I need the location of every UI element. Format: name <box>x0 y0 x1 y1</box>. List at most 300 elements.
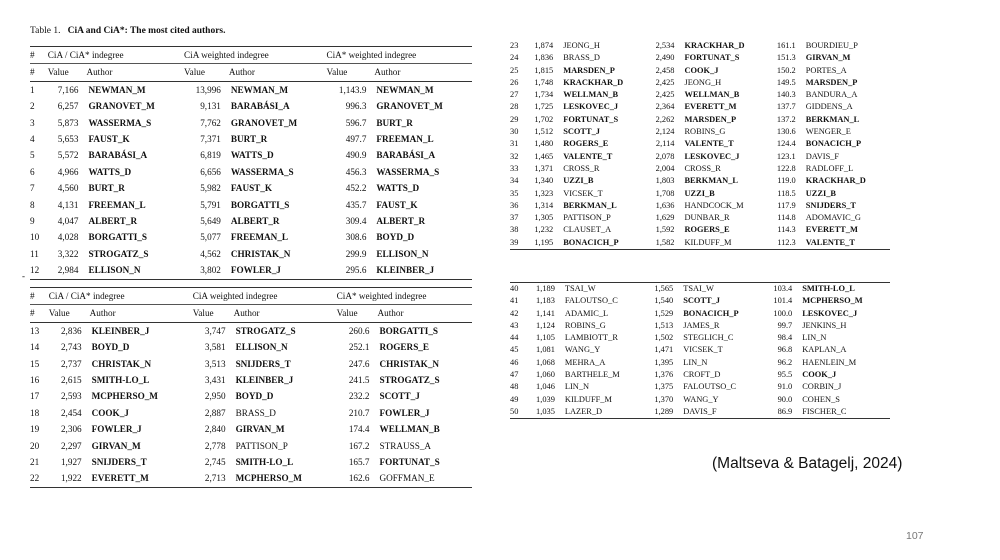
value-cell: 6,656 <box>200 166 221 177</box>
author-cell: MARSDEN_P <box>684 114 737 124</box>
group-header-hash: # <box>30 288 49 305</box>
author-cell: FREEMAN_L <box>376 134 434 145</box>
caption-title: CiA and CiA*: The most cited authors. <box>67 26 226 36</box>
author-cell: ELLISON_N <box>376 248 429 259</box>
value-cell: 1,513 <box>654 320 674 330</box>
value-cell: 114.3 <box>777 225 796 235</box>
value-cell: 2,364 <box>655 102 675 112</box>
value-cell: 96.8 <box>777 345 793 355</box>
rank-cell: 30 <box>510 127 519 137</box>
author-cell: VALENTE_T <box>684 139 734 149</box>
table-row <box>30 98 472 114</box>
author-cell: LESKOVEC_J <box>802 308 858 318</box>
value-cell: 2,262 <box>655 114 675 124</box>
table-row <box>510 344 890 356</box>
author-cell: FAUST_K <box>230 183 273 194</box>
value-cell: 2,737 <box>60 358 82 369</box>
value-cell: 1,815 <box>534 65 554 75</box>
table-ranks-40-50 <box>510 282 890 419</box>
author-cell: EVERETT_M <box>805 225 858 235</box>
author-cell: VALENTE_T <box>805 237 855 247</box>
author-cell: GOFFMAN_E <box>379 473 435 484</box>
value-cell: 90.0 <box>777 394 793 404</box>
author-cell: BORGATTI_S <box>379 325 439 336</box>
author-cell: BOYD_D <box>235 391 274 402</box>
value-cell: 2,124 <box>655 127 675 137</box>
author-cell: FALOUTSO_C <box>564 296 618 306</box>
author-cell: BONACICH_P <box>805 139 862 149</box>
value-cell: 91.0 <box>777 382 793 392</box>
value-cell: 4,966 <box>57 166 79 177</box>
table-row <box>30 131 472 147</box>
rank-cell: 14 <box>30 342 40 353</box>
group-header-indegree: CiA / CiA* indegree <box>49 288 193 305</box>
rank-cell: 4 <box>30 134 35 145</box>
value-cell: 1,195 <box>534 237 554 247</box>
author-cell: ALBERT_R <box>88 216 138 227</box>
rank-cell: 7 <box>30 183 35 194</box>
value-cell: 1,702 <box>534 114 554 124</box>
value-cell: 4,562 <box>200 248 221 259</box>
value-cell: 1,289 <box>654 406 674 416</box>
table-row <box>30 388 472 404</box>
value-cell: 596.7 <box>345 117 367 128</box>
value-cell: 2,458 <box>655 65 675 75</box>
rank-cell: 12 <box>30 265 40 276</box>
value-cell: 7,166 <box>57 84 79 95</box>
value-cell: 309.4 <box>345 216 367 227</box>
rank-cell: 15 <box>30 358 40 369</box>
rank-cell: 38 <box>510 225 519 235</box>
value-cell: 252.1 <box>348 342 370 353</box>
author-cell: VICSEK_T <box>563 188 603 198</box>
rank-cell: 26 <box>510 77 519 87</box>
author-cell: FAUST_K <box>376 199 418 210</box>
stray-mark: - <box>22 271 25 281</box>
table-row <box>510 295 890 307</box>
value-cell: 5,791 <box>200 199 221 210</box>
author-cell: MCPHERSO_M <box>91 391 158 402</box>
value-cell: 5,982 <box>200 183 221 194</box>
author-cell: ROBINS_G <box>684 127 726 137</box>
value-cell: 124.4 <box>776 139 796 149</box>
value-cell: 2,078 <box>655 151 675 161</box>
value-cell: 2,778 <box>204 440 226 451</box>
author-cell: CROSS_R <box>563 163 600 173</box>
author-cell: SNIJDERS_T <box>91 457 147 468</box>
value-cell: 497.7 <box>345 134 367 145</box>
col-header-author: Author <box>234 305 337 322</box>
author-cell: GIRVAN_M <box>805 53 851 63</box>
value-cell: 6,819 <box>200 150 221 161</box>
table-row <box>30 147 472 163</box>
author-cell: UZZI_B <box>684 188 715 198</box>
value-cell: 1,471 <box>654 345 674 355</box>
value-cell: 3,581 <box>204 342 226 353</box>
author-cell: SNIJDERS_T <box>805 200 857 210</box>
value-cell: 1,592 <box>655 225 675 235</box>
col-header-author: Author <box>229 64 327 81</box>
value-cell: 98.4 <box>777 333 793 343</box>
value-cell: 2,114 <box>655 139 675 149</box>
value-cell: 7,762 <box>200 117 221 128</box>
author-cell: EVERETT_M <box>91 473 149 484</box>
author-cell: BURT_R <box>376 117 413 128</box>
value-cell: 2,743 <box>60 342 82 353</box>
value-cell: 4,560 <box>57 183 79 194</box>
value-cell: 1,874 <box>534 41 554 50</box>
value-cell: 996.3 <box>345 101 367 112</box>
value-cell: 1,502 <box>654 333 674 343</box>
col-header-value: Value <box>48 64 87 81</box>
value-cell: 1,927 <box>60 457 82 468</box>
author-cell: KRACKHAR_D <box>805 176 866 186</box>
rank-cell: 10 <box>30 232 40 243</box>
col-header-value: Value <box>184 64 229 81</box>
author-cell: BANDURA_A <box>805 90 858 100</box>
value-cell: 435.7 <box>345 199 367 210</box>
table-row <box>510 200 890 212</box>
rank-cell: 33 <box>510 163 519 173</box>
rank-cell: 34 <box>510 176 519 186</box>
author-cell: STROGATZ_S <box>88 248 149 259</box>
value-cell: 1,039 <box>536 394 555 404</box>
table-row <box>30 81 472 98</box>
author-cell: KILDUFF_M <box>684 237 732 247</box>
table-ranks-23-39 <box>510 40 890 250</box>
rank-cell: 24 <box>510 53 519 63</box>
value-cell: 99.7 <box>777 320 793 330</box>
col-header-idx: # <box>30 64 48 81</box>
value-cell: 1,836 <box>534 53 554 63</box>
author-cell: SMITH-LO_L <box>91 375 150 386</box>
value-cell: 1,081 <box>536 345 555 355</box>
author-cell: FORTUNAT_S <box>684 53 740 63</box>
author-cell: CROSS_R <box>684 163 721 173</box>
rank-cell: 2 <box>30 101 35 112</box>
author-cell: GIRVAN_M <box>91 440 141 451</box>
rank-cell: 45 <box>510 345 519 355</box>
value-cell: 247.6 <box>348 358 370 369</box>
value-cell: 1,512 <box>534 127 554 137</box>
author-cell: DAVIS_F <box>683 406 717 416</box>
table-row <box>30 229 472 245</box>
rank-cell: 18 <box>30 407 40 418</box>
author-cell: WASSERMA_S <box>230 166 294 177</box>
author-cell: BARABÁSI_A <box>230 101 290 112</box>
rank-cell: 49 <box>510 394 519 404</box>
rank-cell: 27 <box>510 90 519 100</box>
value-cell: 1,371 <box>534 163 554 173</box>
value-cell: 130.6 <box>776 127 796 137</box>
table-row <box>30 405 472 421</box>
author-cell: DUNBAR_R <box>684 213 730 223</box>
group-header-hash: # <box>30 47 48 64</box>
author-cell: BOYD_D <box>91 342 130 353</box>
value-cell: 114.8 <box>777 213 796 223</box>
rank-cell: 19 <box>30 424 40 435</box>
author-cell: BONACICH_P <box>683 308 739 318</box>
table-row <box>30 421 472 437</box>
author-cell: FORTUNAT_S <box>563 114 619 124</box>
value-cell: 1,183 <box>536 296 555 306</box>
value-cell: 1,105 <box>536 333 555 343</box>
author-cell: KAPLAN_A <box>802 345 847 355</box>
table-body <box>510 283 890 419</box>
rank-cell: 37 <box>510 213 519 223</box>
caption-label: Table 1. <box>30 26 61 36</box>
value-cell: 210.7 <box>348 407 370 418</box>
author-cell: BRASS_D <box>563 53 600 63</box>
value-cell: 7,371 <box>200 134 221 145</box>
author-cell: WANG_Y <box>683 394 719 404</box>
value-cell: 149.5 <box>776 77 796 87</box>
table-body <box>510 40 890 250</box>
value-cell: 103.4 <box>773 284 793 293</box>
table-row <box>510 65 890 77</box>
author-cell: SMITH-LO_L <box>235 457 294 468</box>
table-row <box>510 114 890 126</box>
author-cell: SCOTT_J <box>683 296 720 306</box>
author-cell: LIN_N <box>802 333 827 343</box>
value-cell: 2,950 <box>204 391 226 402</box>
value-cell: 1,725 <box>534 102 554 112</box>
value-cell: 456.3 <box>345 166 367 177</box>
value-cell: 1,582 <box>655 237 675 247</box>
table-row <box>30 115 472 131</box>
rank-cell: 3 <box>30 117 35 128</box>
author-cell: SMITH-LO_L <box>802 284 855 293</box>
author-cell: ROGERS_E <box>684 225 730 235</box>
value-cell: 1,375 <box>654 382 674 392</box>
author-cell: WELLMAN_B <box>563 90 619 100</box>
rank-cell: 9 <box>30 216 35 227</box>
author-cell: RADLOFF_L <box>805 163 854 173</box>
author-cell: UZZI_B <box>805 188 836 198</box>
value-cell: 1,370 <box>654 394 674 404</box>
value-cell: 151.3 <box>776 53 796 63</box>
author-cell: BORGATTI_S <box>88 232 147 243</box>
author-cell: KLEINBER_J <box>91 325 150 336</box>
author-cell: BOURDIEU_P <box>805 41 858 50</box>
table-body <box>30 81 472 279</box>
table-row <box>510 394 890 406</box>
col-header-value: Value <box>193 305 234 322</box>
author-cell: BRASS_D <box>235 407 276 418</box>
author-cell: BARTHELE_M <box>564 370 620 380</box>
table-row <box>30 246 472 262</box>
rank-cell: 48 <box>510 382 519 392</box>
table-row <box>30 180 472 196</box>
author-cell: COHEN_S <box>802 394 840 404</box>
author-cell: VALENTE_T <box>563 151 613 161</box>
author-cell: CHRISTAK_N <box>230 248 291 259</box>
value-cell: 2,490 <box>655 53 675 63</box>
table-row <box>510 175 890 187</box>
value-cell: 308.6 <box>345 232 367 243</box>
table-row <box>510 52 890 64</box>
author-cell: BARABÁSI_A <box>88 150 148 161</box>
table-row <box>30 339 472 355</box>
author-cell: COOK_J <box>802 370 837 380</box>
table-row <box>510 126 890 138</box>
author-cell: MARSDEN_P <box>805 77 858 87</box>
author-cell: ROGERS_E <box>563 139 609 149</box>
author-cell: BORGATTI_S <box>230 199 290 210</box>
rank-cell: 41 <box>510 296 519 306</box>
table-row <box>30 454 472 470</box>
value-cell: 3,431 <box>204 375 226 386</box>
rank-cell: 5 <box>30 150 35 161</box>
rank-cell: 31 <box>510 139 519 149</box>
rank-cell: 1 <box>30 84 35 95</box>
rank-cell: 47 <box>510 370 519 380</box>
value-cell: 1,480 <box>534 139 554 149</box>
table-row <box>510 283 890 296</box>
rank-cell: 40 <box>510 284 519 293</box>
author-cell: FOWLER_J <box>230 265 281 276</box>
author-cell: PORTES_A <box>805 65 847 75</box>
author-cell: BURT_R <box>230 134 268 145</box>
value-cell: 2,836 <box>60 325 82 336</box>
author-cell: MEHRA_A <box>564 357 606 367</box>
value-cell: 161.1 <box>776 41 796 50</box>
author-cell: BARABÁSI_A <box>376 150 436 161</box>
group-header-weighted: CiA weighted indegree <box>184 47 326 64</box>
author-cell: CROFT_D <box>683 370 721 380</box>
value-cell: 2,534 <box>655 41 675 50</box>
group-header-weighted: CiA weighted indegree <box>193 288 337 305</box>
group-header-star-weighted: CiA* weighted indegree <box>337 288 472 305</box>
author-cell: EVERETT_M <box>684 102 737 112</box>
value-cell: 1,323 <box>534 188 554 198</box>
table-row <box>510 77 890 89</box>
value-cell: 1,068 <box>536 357 555 367</box>
page-number: 107 <box>906 530 924 542</box>
author-cell: MCPHERSO_M <box>235 473 302 484</box>
author-cell: PATTISON_P <box>235 440 288 451</box>
author-cell: LIN_N <box>564 382 590 392</box>
author-cell: DAVIS_F <box>805 151 840 161</box>
col-header-author: Author <box>378 305 473 322</box>
value-cell: 1,340 <box>534 176 554 186</box>
author-cell: ALBERT_R <box>230 216 280 227</box>
author-cell: BERKMAN_L <box>563 200 617 210</box>
author-cell: ELLISON_N <box>88 265 141 276</box>
value-cell: 150.2 <box>776 65 796 75</box>
value-cell: 490.9 <box>345 150 367 161</box>
value-cell: 118.5 <box>777 188 796 198</box>
author-cell: ADOMAVIC_G <box>805 213 861 223</box>
table-ranks-13-22 <box>30 287 472 488</box>
value-cell: 112.3 <box>777 237 796 247</box>
author-cell: FAUST_K <box>88 134 130 145</box>
rank-cell: 20 <box>30 440 40 451</box>
value-cell: 5,873 <box>57 117 79 128</box>
rank-cell: 43 <box>510 320 519 330</box>
value-cell: 2,745 <box>204 457 226 468</box>
group-header-star-weighted: CiA* weighted indegree <box>326 47 472 64</box>
author-cell: WELLMAN_B <box>684 90 740 100</box>
author-cell: KLEINBER_J <box>376 265 435 276</box>
value-cell: 1,629 <box>655 213 675 223</box>
table-row <box>30 164 472 180</box>
value-cell: 1,305 <box>534 213 554 223</box>
table-row <box>510 332 890 344</box>
value-cell: 1,565 <box>654 284 674 293</box>
citation: (Maltseva & Batagelj, 2024) <box>712 455 903 472</box>
value-cell: 3,513 <box>204 358 226 369</box>
value-cell: 4,047 <box>57 216 79 227</box>
table-row <box>30 197 472 213</box>
value-cell: 1,734 <box>534 90 554 100</box>
value-cell: 137.7 <box>776 102 796 112</box>
table-row <box>510 369 890 381</box>
value-cell: 1,124 <box>536 320 555 330</box>
author-cell: CLAUSET_A <box>563 225 612 235</box>
rank-cell: 6 <box>30 166 35 177</box>
rank-cell: 36 <box>510 200 519 210</box>
table-caption <box>30 26 226 36</box>
author-cell: BOYD_D <box>376 232 415 243</box>
table-row <box>510 308 890 320</box>
author-cell: WATTS_D <box>376 183 420 194</box>
author-cell: FREEMAN_L <box>88 199 146 210</box>
rank-cell: 46 <box>510 357 519 367</box>
value-cell: 1,636 <box>655 200 675 210</box>
value-cell: 2,425 <box>655 77 675 87</box>
table-row <box>510 163 890 175</box>
author-cell: SCOTT_J <box>379 391 420 402</box>
value-cell: 2,454 <box>60 407 82 418</box>
table-row <box>30 262 472 279</box>
value-cell: 165.7 <box>348 457 370 468</box>
value-cell: 232.2 <box>348 391 370 402</box>
value-cell: 167.2 <box>348 440 370 451</box>
author-cell: LAMBIOTT_R <box>564 333 618 343</box>
value-cell: 3,802 <box>200 265 221 276</box>
rank-cell: 32 <box>510 151 519 161</box>
author-cell: LESKOVEC_J <box>563 102 619 112</box>
author-cell: CHRISTAK_N <box>379 358 440 369</box>
value-cell: 140.3 <box>776 90 796 100</box>
rank-cell: 23 <box>510 41 519 50</box>
author-cell: GIDDENS_A <box>805 102 853 112</box>
value-cell: 1,232 <box>534 225 554 235</box>
value-cell: 241.5 <box>348 375 370 386</box>
author-cell: JEONG_H <box>684 77 722 87</box>
author-cell: BERKMAN_L <box>684 176 738 186</box>
table-row <box>30 372 472 388</box>
value-cell: 260.6 <box>348 325 370 336</box>
author-cell: STEGLICH_C <box>683 333 734 343</box>
table-row <box>510 381 890 393</box>
author-cell: FOWLER_J <box>91 424 142 435</box>
author-cell: CHRISTAK_N <box>91 358 152 369</box>
rank-cell: 13 <box>30 325 40 336</box>
value-cell: 5,572 <box>57 150 79 161</box>
rank-cell: 25 <box>510 65 519 75</box>
author-cell: BONACICH_P <box>563 237 619 247</box>
col-header-author: Author <box>86 64 184 81</box>
author-cell: HAENLEIN_M <box>802 357 857 367</box>
author-cell: SCOTT_J <box>563 127 600 137</box>
author-cell: PATTISON_P <box>563 213 611 223</box>
author-cell: ROGERS_E <box>379 342 430 353</box>
rank-cell: 44 <box>510 333 519 343</box>
value-cell: 295.6 <box>345 265 367 276</box>
table-row <box>510 89 890 101</box>
